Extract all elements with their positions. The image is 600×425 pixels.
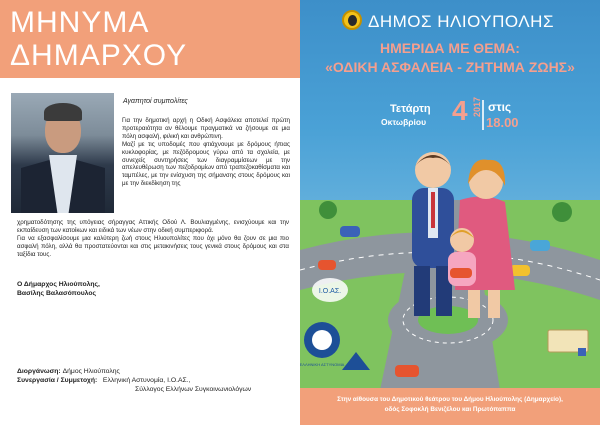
letter-body-top xyxy=(122,117,290,188)
signature-role: Ο Δήμαρχος Ηλιούπολης, xyxy=(17,281,100,288)
letter-rest: χρηματοδότησης της υπόγειας σήραγγας Αττικής Οδού Λ. Βουλιαγμένης, ενισχύουμε και την εκπαίδευση των κατοίκων και ειδικά των νέων στην οδική συμπεριφορά. xyxy=(17,219,289,234)
location-line-2: οδός Σοφοκλή Βενιζέλου και Πρωτόπαππα xyxy=(384,406,516,413)
car-red xyxy=(318,260,336,270)
right-page xyxy=(300,0,600,425)
road-safety-illustration xyxy=(300,140,600,390)
greeting: Αγαπητοί συμπολίτες xyxy=(123,98,188,105)
cooperation-value-1: Ελληνική Αστυνομία, Ι.Ο.ΑΣ., xyxy=(102,377,191,384)
event-date-number: 4 xyxy=(452,95,468,126)
title-line-1: ΜΗΝΥΜΑ xyxy=(10,6,150,39)
photo-hair xyxy=(44,103,82,121)
letter-intro: Για την δημοτική αρχή η Οδική Ασφάλεια αποτελεί πρώτη προτεραιότητα αν θέλουμε πραγματικά να ζήσουμε σε μια πόλη ασφαλή, φιλική και ανθρώπινη. xyxy=(122,117,290,140)
letter-mid: Μαζί με τις υποδομές που φτιάχνουμε με δρόμους ήπιας κυκλοφορίας, με πεζόδρομους γύρω από τα σχολεία, με συνεχείς συντηρήσεις των διαγραμμίσεων με την απελευθέρωση των πεζοδρομίων από τραπεζοκαθίσματα και ταμπέλες, με την ενίσχυση της σήμανσης στους δρόμους και με την διεκδίκηση της xyxy=(122,140,290,188)
date-separator xyxy=(482,100,484,130)
organization-label: Διοργάνωση: xyxy=(17,368,61,375)
signature-name: Βασίλης Βαλασόπουλος xyxy=(17,290,97,297)
cooperation-label: Συνεργασία / Συμμετοχή: xyxy=(17,377,98,384)
father-leg-left xyxy=(414,266,430,316)
father-tie xyxy=(431,192,435,228)
car-blue xyxy=(340,226,360,237)
mayor-photo xyxy=(11,93,114,213)
credits-cooperation xyxy=(17,376,251,385)
event-at: στις xyxy=(488,100,512,114)
tree-right xyxy=(552,202,572,222)
title-line-2: ΔΗΜΑΡΧΟΥ xyxy=(10,39,188,72)
mother-leg-left xyxy=(468,290,480,318)
tree-left xyxy=(319,201,337,219)
ioas-badge xyxy=(312,278,348,302)
event-day: Τετάρτη xyxy=(390,103,431,115)
car-orange xyxy=(395,365,419,377)
toy-car xyxy=(450,268,472,278)
credits xyxy=(17,367,251,394)
mother-leg-right xyxy=(488,290,500,318)
credits-organization xyxy=(17,367,251,376)
municipality-logo-icon xyxy=(342,10,362,30)
signature xyxy=(17,280,100,298)
event-title-line-2: «ΟΔΙΚΗ ΑΣΦΑΛΕΙΑ - ΖΗΤΗΜΑ ΖΩΗΣ» xyxy=(325,59,575,75)
police-badge-inner xyxy=(312,330,332,350)
truck-cab xyxy=(578,348,586,356)
organization-value: Δήμος Ηλιούπολης xyxy=(62,368,120,375)
event-location xyxy=(300,395,600,415)
cooperation-value-2: Σύλλογος Ελλήνων Συγκοινωνιολόγων xyxy=(135,386,252,393)
event-title-line-1: ΗΜΕΡΙΔΑ ΜΕ ΘΕΜΑ: xyxy=(380,40,520,56)
event-month: Οκτωβρίου xyxy=(381,117,427,127)
page-title xyxy=(10,6,187,72)
ioas-label: Ι.Ο.ΑΣ. xyxy=(318,288,342,295)
letter-end: Για να εξασφαλίσουμε μια καλύτερη ζωή στους Ηλιουπολίτες που όχι μόνο θα ζουν σε μια πιο ασφαλή πόλη, αλλά θα προστατεύονται και στις μετακινήσεις τους γενικά στους δρόμους και στα ταξίδια τους. xyxy=(17,234,289,258)
event-year: 2017 xyxy=(472,97,482,118)
police-label: ΕΛΛΗΝΙΚΗ ΑΣΤΥΝΟΜΙΑ xyxy=(300,362,345,367)
location-line-1: Στην αίθουσα του Δημοτικού θεάτρου του Δήμου Ηλιούπολης (Δημαρχείο), xyxy=(337,396,563,403)
event-time: 18.00 xyxy=(486,115,519,130)
municipality-name: ΔΗΜΟΣ ΗΛΙΟΥΠΟΛΗΣ xyxy=(368,12,554,31)
car-light-blue xyxy=(530,240,550,251)
letter-body-bottom xyxy=(17,219,289,259)
